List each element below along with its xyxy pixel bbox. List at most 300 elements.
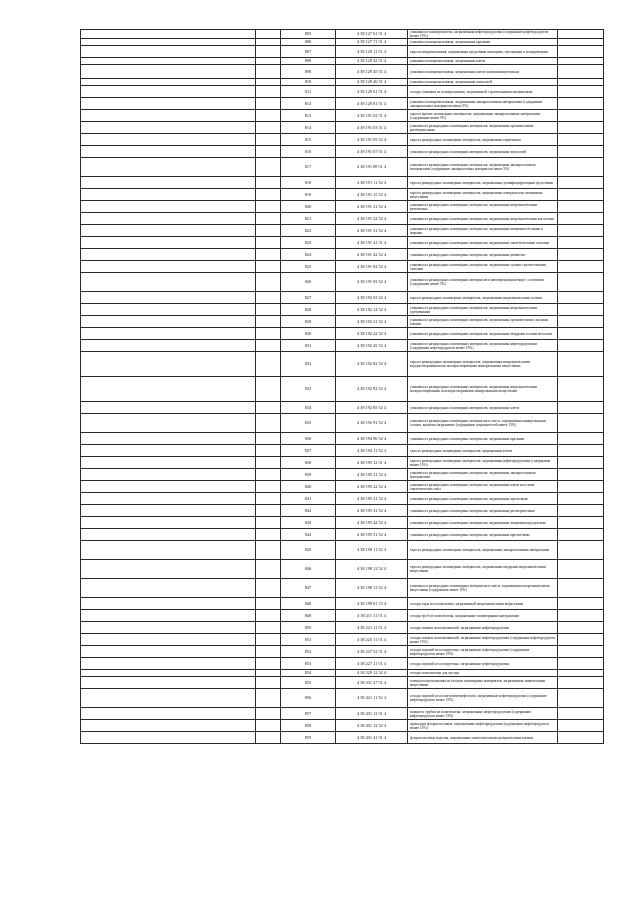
table-row bbox=[81, 30, 604, 39]
table-row bbox=[81, 201, 604, 213]
waste-code: 4 38 195 51 52 4 bbox=[336, 529, 408, 541]
waste-code: 4 38 191 21 52 4 bbox=[336, 201, 408, 213]
empty-cell bbox=[81, 377, 256, 402]
empty-cell bbox=[81, 481, 256, 493]
table-row bbox=[81, 98, 604, 110]
waste-description: упаковка из разнородных полимерных материалов, загрязненная неорганическими малорастворимыми или нерастворимыми минеральными веществами bbox=[408, 377, 558, 402]
row-number: 854 bbox=[281, 670, 336, 677]
waste-description: упаковка из разнородных полимерных материалов, загрязненная неорганическими кислотами bbox=[408, 213, 558, 225]
waste-description: упаковка из разнородных полимерных материалов, загрязненная растворителями bbox=[408, 505, 558, 517]
empty-cell bbox=[256, 517, 281, 529]
empty-cell bbox=[256, 225, 281, 237]
row-number: 811 bbox=[281, 86, 336, 98]
table-row bbox=[81, 316, 604, 328]
waste-code: 4 38 191 03 51 4 bbox=[336, 122, 408, 134]
empty-cell bbox=[256, 79, 281, 86]
table-row bbox=[81, 610, 604, 622]
empty-cell bbox=[256, 634, 281, 646]
empty-cell bbox=[558, 352, 604, 377]
waste-code: 4 38 195 31 52 4 bbox=[336, 493, 408, 505]
empty-cell bbox=[256, 377, 281, 402]
empty-cell bbox=[81, 658, 256, 670]
empty-cell bbox=[81, 46, 256, 58]
waste-description: упаковка из разнородных полимерных материалов, загрязненная аэрозолями bbox=[408, 493, 558, 505]
row-number: 813 bbox=[281, 110, 336, 122]
empty-cell bbox=[558, 720, 604, 732]
empty-cell bbox=[256, 469, 281, 481]
empty-cell bbox=[256, 39, 281, 46]
empty-cell bbox=[558, 517, 604, 529]
empty-cell bbox=[256, 493, 281, 505]
empty-cell bbox=[81, 517, 256, 529]
empty-cell bbox=[256, 646, 281, 658]
row-number: 814 bbox=[281, 122, 336, 134]
empty-cell bbox=[558, 598, 604, 610]
empty-cell bbox=[256, 481, 281, 493]
empty-cell bbox=[256, 189, 281, 201]
empty-cell bbox=[558, 560, 604, 579]
empty-cell bbox=[81, 58, 256, 65]
empty-cell bbox=[558, 134, 604, 146]
waste-description: отходы тары из полиэтилена, загрязненной неорганическими веществами bbox=[408, 598, 558, 610]
empty-cell bbox=[81, 261, 256, 273]
waste-description: отходы пленки полиэтиленовой, загрязненные нефтепродуктами bbox=[408, 622, 558, 634]
empty-cell bbox=[558, 79, 604, 86]
empty-cell bbox=[558, 225, 604, 237]
table-row bbox=[81, 677, 604, 689]
empty-cell bbox=[558, 213, 604, 225]
empty-cell bbox=[558, 433, 604, 445]
waste-code: 4 38 129 46 51 4 bbox=[336, 79, 408, 86]
empty-cell bbox=[256, 560, 281, 579]
empty-cell bbox=[256, 201, 281, 213]
table-row bbox=[81, 249, 604, 261]
waste-code: 4 38 191 08 51 4 bbox=[336, 158, 408, 177]
empty-cell bbox=[256, 352, 281, 377]
table-row bbox=[81, 177, 604, 189]
table-row bbox=[81, 86, 604, 98]
empty-cell bbox=[558, 402, 604, 414]
empty-cell bbox=[558, 689, 604, 708]
empty-cell bbox=[558, 65, 604, 79]
empty-cell bbox=[558, 658, 604, 670]
row-number: 834 bbox=[281, 402, 336, 414]
waste-description: тара из разнородных полимерных материалов, загрязненная нефтепродуктами (содержание менее 15%) bbox=[408, 457, 558, 469]
waste-description: отходы пленки полиэтиленовой, загрязненные нефтепродуктами (содержание нефтепродуктов менее 15%) bbox=[408, 634, 558, 646]
table-row bbox=[81, 598, 604, 610]
waste-description: упаковка из разнородных полимерных материалов в неповрежденном виде с остатками (содержание менее 5%) bbox=[408, 273, 558, 292]
empty-cell bbox=[256, 146, 281, 158]
waste-description: тара из разнородных полимерных материалов, загрязненная герметиком bbox=[408, 134, 558, 146]
row-number: 828 bbox=[281, 304, 336, 316]
waste-description: шланги и трубки из полиэтилена, загрязненные нефтепродуктами (содержание нефтепродуктов менее 15%) bbox=[408, 708, 558, 720]
empty-cell bbox=[81, 110, 256, 122]
empty-cell bbox=[81, 708, 256, 720]
table-row bbox=[81, 579, 604, 598]
table-row bbox=[81, 433, 604, 445]
waste-description: отходы полиэтилена для мусора bbox=[408, 670, 558, 677]
empty-cell bbox=[558, 328, 604, 340]
empty-cell bbox=[81, 677, 256, 689]
row-number: 851 bbox=[281, 634, 336, 646]
table-row bbox=[81, 493, 604, 505]
empty-cell bbox=[558, 646, 604, 658]
empty-cell bbox=[81, 304, 256, 316]
waste-code: 4 38 225 11 51 4 bbox=[336, 634, 408, 646]
row-number: 849 bbox=[281, 610, 336, 622]
waste-code-table bbox=[80, 29, 604, 744]
row-number: 853 bbox=[281, 658, 336, 670]
table-row bbox=[81, 134, 604, 146]
empty-cell bbox=[81, 249, 256, 261]
empty-cell bbox=[256, 46, 281, 58]
waste-code: 4 38 198 13 52 4 bbox=[336, 579, 408, 598]
table-row bbox=[81, 292, 604, 304]
row-number: 826 bbox=[281, 273, 336, 292]
waste-code: 4 38 192 14 52 4 bbox=[336, 304, 408, 316]
waste-code: 4 38 195 41 52 4 bbox=[336, 505, 408, 517]
row-number: 838 bbox=[281, 457, 336, 469]
waste-description: упаковка полипропиленовая, загрязненная лакокрасочными материалами (содержание лакокрасочных материалов менее 5%) bbox=[408, 98, 558, 110]
table-row bbox=[81, 377, 604, 402]
row-number: 833 bbox=[281, 377, 336, 402]
empty-cell bbox=[558, 377, 604, 402]
empty-cell bbox=[558, 46, 604, 58]
empty-cell bbox=[558, 732, 604, 744]
row-number: 819 bbox=[281, 189, 336, 201]
row-number: 858 bbox=[281, 720, 336, 732]
empty-cell bbox=[81, 134, 256, 146]
row-number: 852 bbox=[281, 646, 336, 658]
waste-description: упаковка из разнородных полимерных материалов, загрязненная клеем bbox=[408, 402, 558, 414]
empty-cell bbox=[558, 316, 604, 328]
empty-cell bbox=[81, 98, 256, 110]
empty-cell bbox=[81, 352, 256, 377]
waste-description: отходы изделий из полиуретана, загрязненные нефтепродуктами bbox=[408, 658, 558, 670]
empty-cell bbox=[81, 529, 256, 541]
empty-cell bbox=[81, 560, 256, 579]
empty-cell bbox=[256, 541, 281, 560]
table-body bbox=[81, 30, 604, 744]
waste-description: тара из разнородных полимерных материалов, загрязненная неорганическими водорастворимыми или малорастворимыми минеральными веществами bbox=[408, 352, 558, 377]
empty-cell bbox=[256, 708, 281, 720]
empty-cell bbox=[81, 158, 256, 177]
empty-cell bbox=[558, 445, 604, 457]
waste-description: отходы труб из полиэтилена, загрязненные полимерными материалами bbox=[408, 610, 558, 622]
empty-cell bbox=[81, 340, 256, 352]
empty-cell bbox=[256, 579, 281, 598]
empty-cell bbox=[558, 610, 604, 622]
waste-code: 4 38 227 11 51 4 bbox=[336, 658, 408, 670]
empty-cell bbox=[256, 122, 281, 134]
empty-cell bbox=[81, 316, 256, 328]
table-row bbox=[81, 158, 604, 177]
empty-cell bbox=[81, 328, 256, 340]
table-row bbox=[81, 529, 604, 541]
empty-cell bbox=[256, 340, 281, 352]
empty-cell bbox=[256, 273, 281, 292]
row-number: 856 bbox=[281, 689, 336, 708]
table-row bbox=[81, 708, 604, 720]
table-row bbox=[81, 646, 604, 658]
waste-description: упаковка полипропиленовая, загрязненная красками bbox=[408, 39, 558, 46]
table-row bbox=[81, 58, 604, 65]
empty-cell bbox=[256, 598, 281, 610]
waste-description: упаковка из разнородных полимерных материалов, загрязненная твердыми солями металлов bbox=[408, 328, 558, 340]
table-row bbox=[81, 65, 604, 79]
empty-cell bbox=[256, 670, 281, 677]
empty-cell bbox=[81, 505, 256, 517]
waste-description: упаковка из разнородных полимерных материалов, загрязненная неорганическими удобрениями bbox=[408, 304, 558, 316]
empty-cell bbox=[256, 732, 281, 744]
table-row bbox=[81, 39, 604, 46]
waste-description: упаковка из разнородных полимерных материалов в смеси, загрязненная минеральными солями, включая загрязнение (содержание загрязнителей менее 15%) bbox=[408, 414, 558, 433]
table-row bbox=[81, 670, 604, 677]
empty-cell bbox=[81, 65, 256, 79]
table-row bbox=[81, 720, 604, 732]
empty-cell bbox=[558, 39, 604, 46]
table-row bbox=[81, 445, 604, 457]
row-number: 816 bbox=[281, 146, 336, 158]
empty-cell bbox=[81, 225, 256, 237]
row-number: 823 bbox=[281, 237, 336, 249]
table-row bbox=[81, 225, 604, 237]
empty-cell bbox=[81, 598, 256, 610]
empty-cell bbox=[558, 622, 604, 634]
row-number: 845 bbox=[281, 541, 336, 560]
row-number: 830 bbox=[281, 328, 336, 340]
waste-description: упаковка полипропиленовая, загрязненная эмульсией bbox=[408, 79, 558, 86]
empty-cell bbox=[81, 457, 256, 469]
empty-cell bbox=[256, 134, 281, 146]
waste-code: 4 38 221 11 51 4 bbox=[336, 622, 408, 634]
row-number: 824 bbox=[281, 249, 336, 261]
table-row bbox=[81, 261, 604, 273]
waste-code: 4 38 191 02 51 4 bbox=[336, 110, 408, 122]
row-number: 846 bbox=[281, 560, 336, 579]
empty-cell bbox=[81, 213, 256, 225]
table-row bbox=[81, 469, 604, 481]
empty-cell bbox=[81, 622, 256, 634]
empty-cell bbox=[256, 505, 281, 517]
table-row bbox=[81, 189, 604, 201]
table-row bbox=[81, 273, 604, 292]
empty-cell bbox=[558, 634, 604, 646]
empty-cell bbox=[558, 414, 604, 433]
waste-description: упаковка из полипропилена, загрязненная нефтепродуктами (содержание нефтепродуктов менее 15%) bbox=[408, 30, 558, 39]
row-number: 855 bbox=[281, 677, 336, 689]
empty-cell bbox=[256, 213, 281, 225]
waste-description: тара полипропиленовая, загрязненная средствами моющими, чистящими и полирующими bbox=[408, 46, 558, 58]
row-number: 822 bbox=[281, 225, 336, 237]
empty-cell bbox=[256, 237, 281, 249]
table-row bbox=[81, 481, 604, 493]
empty-cell bbox=[81, 189, 256, 201]
empty-cell bbox=[81, 646, 256, 658]
table-row bbox=[81, 79, 604, 86]
row-number: 837 bbox=[281, 445, 336, 457]
waste-description: упаковка из разнородных полимерных материалов, загрязненная пищевыми белками и жирами bbox=[408, 225, 558, 237]
waste-description: фторопластовые изделия, загрязненные синтетическими органическими клеями bbox=[408, 732, 558, 744]
empty-cell bbox=[81, 689, 256, 708]
empty-cell bbox=[256, 445, 281, 457]
waste-code: 4 38 431 12 52 4 bbox=[336, 720, 408, 732]
empty-cell bbox=[558, 249, 604, 261]
empty-cell bbox=[256, 433, 281, 445]
row-number: 839 bbox=[281, 469, 336, 481]
empty-cell bbox=[558, 177, 604, 189]
waste-code: 4 38 192 22 52 4 bbox=[336, 328, 408, 340]
empty-cell bbox=[256, 689, 281, 708]
empty-cell bbox=[256, 402, 281, 414]
empty-cell bbox=[256, 58, 281, 65]
empty-cell bbox=[558, 541, 604, 560]
table-row bbox=[81, 517, 604, 529]
waste-description: прокладки фторопластовые, загрязненные нефтепродуктами (содержание нефтепродуктов менее 15%) bbox=[408, 720, 558, 732]
table-row bbox=[81, 304, 604, 316]
empty-cell bbox=[558, 189, 604, 201]
empty-cell bbox=[558, 292, 604, 304]
table-row bbox=[81, 541, 604, 560]
waste-code: 4 38 191 11 52 4 bbox=[336, 177, 408, 189]
empty-cell bbox=[81, 670, 256, 677]
empty-cell bbox=[256, 292, 281, 304]
waste-description: упаковка из разнородных полимерных материалов, загрязненная органическими растворителями bbox=[408, 122, 558, 134]
table-row bbox=[81, 732, 604, 744]
table-row bbox=[81, 402, 604, 414]
table-row bbox=[81, 622, 604, 634]
waste-code: 4 38 191 22 52 4 bbox=[336, 213, 408, 225]
waste-description: упаковка из разнородных полимерных материалов в смеси, загрязненная неорганическими веществами (содержание менее 15%) bbox=[408, 579, 558, 598]
waste-code: 4 38 421 11 52 4 bbox=[336, 689, 408, 708]
table-row bbox=[81, 237, 604, 249]
empty-cell bbox=[256, 658, 281, 670]
empty-cell bbox=[256, 677, 281, 689]
empty-cell bbox=[81, 469, 256, 481]
row-number: 836 bbox=[281, 433, 336, 445]
row-number: 857 bbox=[281, 708, 336, 720]
empty-cell bbox=[256, 86, 281, 98]
table-row bbox=[81, 110, 604, 122]
empty-cell bbox=[558, 469, 604, 481]
empty-cell bbox=[558, 261, 604, 273]
waste-description: тара из разнородных полимерных материалов, загрязненная дезинфицирующими средствами bbox=[408, 177, 558, 189]
waste-code: 4 38 191 41 51 4 bbox=[336, 237, 408, 249]
waste-code: 4 38 191 31 52 4 bbox=[336, 225, 408, 237]
row-number: 825 bbox=[281, 261, 336, 273]
table-row bbox=[81, 122, 604, 134]
table-row bbox=[81, 689, 604, 708]
waste-code: 4 38 198 11 52 4 bbox=[336, 541, 408, 560]
row-number: 841 bbox=[281, 493, 336, 505]
empty-cell bbox=[558, 58, 604, 65]
waste-code: 4 38 195 21 52 4 bbox=[336, 469, 408, 481]
empty-cell bbox=[81, 292, 256, 304]
row-number: 807 bbox=[281, 46, 336, 58]
waste-code: 4 38 192 83 52 4 bbox=[336, 377, 408, 402]
waste-code: 4 38 191 92 52 4 bbox=[336, 261, 408, 273]
waste-description: пленка полиэтиленовая из отходов полимерных материалов, загрязненная химическими веществами bbox=[408, 677, 558, 689]
waste-description: упаковка из разнородных полимерных материалов, загрязненная клеем на основе синтетических смол bbox=[408, 481, 558, 493]
table-row bbox=[81, 213, 604, 225]
empty-cell bbox=[81, 86, 256, 98]
waste-description: тара из разнородных полимерных материалов, загрязненная твердыми неорганическими веществами bbox=[408, 560, 558, 579]
row-number: 808 bbox=[281, 58, 336, 65]
waste-description: упаковка из разнородных полимерных материалов, загрязненная эмульсией bbox=[408, 146, 558, 158]
waste-code: 4 38 191 15 52 4 bbox=[336, 189, 408, 201]
waste-code: 4 38 191 42 52 4 bbox=[336, 249, 408, 261]
empty-cell bbox=[256, 110, 281, 122]
waste-code: 4 38 195 12 51 4 bbox=[336, 457, 408, 469]
empty-cell bbox=[81, 237, 256, 249]
waste-description: отходы упаковки из полипропилена, загрязненной строительными материалами bbox=[408, 86, 558, 98]
empty-cell bbox=[81, 402, 256, 414]
row-number: 810 bbox=[281, 79, 336, 86]
waste-code: 4 38 229 12 52 4 bbox=[336, 670, 408, 677]
waste-code: 4 38 127 71 51 4 bbox=[336, 39, 408, 46]
waste-description: тара из прочих полимерных материалов, загрязненная лакокрасочными материалами (содержание менее 5%) bbox=[408, 110, 558, 122]
row-number: 815 bbox=[281, 134, 336, 146]
waste-description: тара из разнородных полимерных материалов, загрязненная лакокрасочными материалами bbox=[408, 541, 558, 560]
empty-cell bbox=[256, 328, 281, 340]
empty-cell bbox=[558, 340, 604, 352]
waste-code: 4 38 192 21 52 4 bbox=[336, 316, 408, 328]
empty-cell bbox=[256, 98, 281, 110]
empty-cell bbox=[81, 579, 256, 598]
waste-code: 4 38 192 03 52 4 bbox=[336, 292, 408, 304]
empty-cell bbox=[558, 481, 604, 493]
waste-description: отходы изделий из полиуретана, загрязненные нефтепродуктами (содержание нефтепродуктов менее 15%) bbox=[408, 646, 558, 658]
waste-code: 4 38 192 82 52 4 bbox=[336, 352, 408, 377]
row-number: 827 bbox=[281, 292, 336, 304]
document-sheet bbox=[80, 29, 603, 744]
empty-cell bbox=[558, 98, 604, 110]
waste-description: упаковка из разнородных полимерных материалов, загрязненная красителями bbox=[408, 529, 558, 541]
waste-description: упаковка из разнородных полимерных материалов, загрязненная лакокрасочными материалами (содержание лакокрасочных материалов менее 5%) bbox=[408, 158, 558, 177]
table-row bbox=[81, 658, 604, 670]
empty-cell bbox=[256, 158, 281, 177]
waste-code: 4 38 195 42 52 4 bbox=[336, 517, 408, 529]
empty-cell bbox=[256, 414, 281, 433]
waste-description: упаковка из разнородных полимерных материалов, загрязненная нефтепродуктами (содержание нефтепродуктов менее 15%) bbox=[408, 340, 558, 352]
empty-cell bbox=[256, 261, 281, 273]
waste-description: упаковка из разнородных полимерных материалов, загрязненная лакокрасочными материалами bbox=[408, 469, 558, 481]
empty-cell bbox=[81, 122, 256, 134]
waste-code: 4 38 227 52 51 4 bbox=[336, 646, 408, 658]
empty-cell bbox=[81, 273, 256, 292]
empty-cell bbox=[558, 670, 604, 677]
waste-description: упаковка полипропиленовая, загрязненная клеем поливинилацетатным bbox=[408, 65, 558, 79]
empty-cell bbox=[256, 30, 281, 39]
empty-cell bbox=[558, 30, 604, 39]
waste-code: 4 38 331 27 51 4 bbox=[336, 677, 408, 689]
table-row bbox=[81, 46, 604, 58]
row-number: 835 bbox=[281, 414, 336, 433]
table-row bbox=[81, 328, 604, 340]
empty-cell bbox=[256, 622, 281, 634]
empty-cell bbox=[256, 720, 281, 732]
row-number: 844 bbox=[281, 529, 336, 541]
empty-cell bbox=[81, 79, 256, 86]
empty-cell bbox=[256, 177, 281, 189]
empty-cell bbox=[81, 414, 256, 433]
empty-cell bbox=[81, 541, 256, 560]
waste-code: 4 38 192 85 52 4 bbox=[336, 402, 408, 414]
waste-code: 4 38 129 81 51 4 bbox=[336, 98, 408, 110]
empty-cell bbox=[558, 457, 604, 469]
empty-cell bbox=[558, 86, 604, 98]
empty-cell bbox=[558, 237, 604, 249]
